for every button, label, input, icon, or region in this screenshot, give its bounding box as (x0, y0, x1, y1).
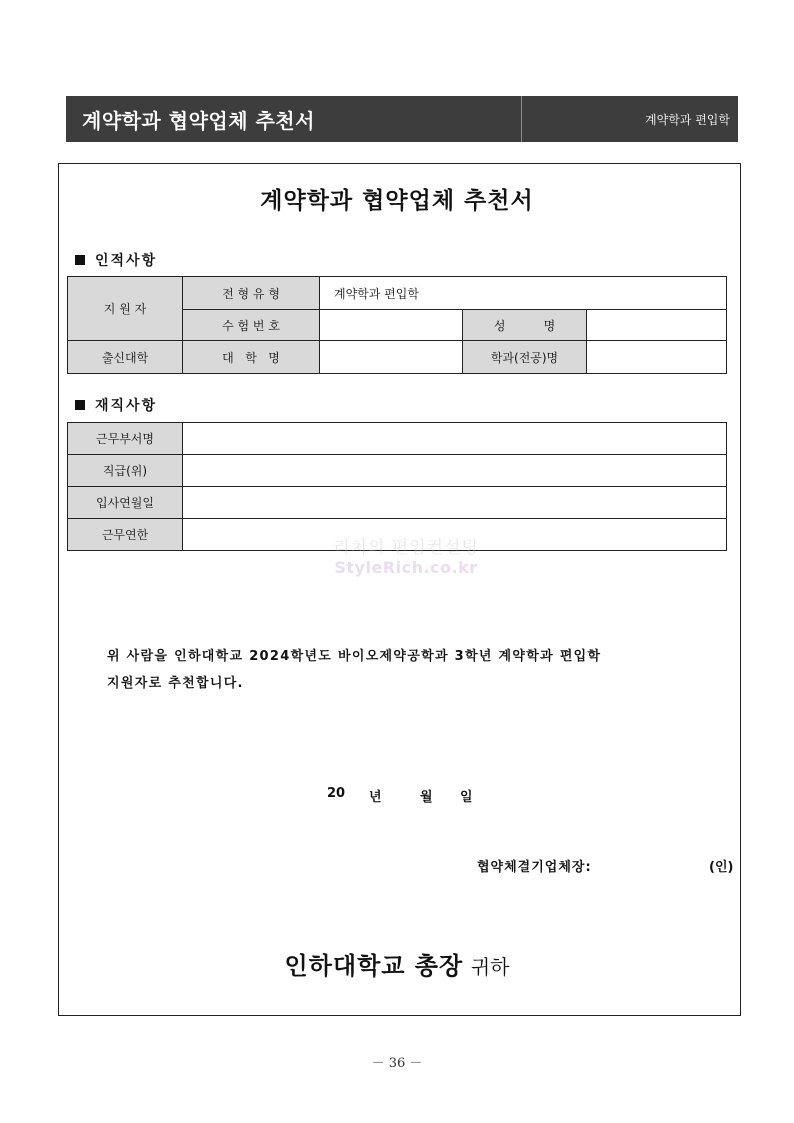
square-bullet-icon (75, 400, 85, 410)
exam-number-label: 수 험 번 호 (183, 310, 320, 341)
years-employed-field[interactable] (183, 519, 727, 551)
position-field[interactable] (183, 455, 727, 487)
personal-section-heading (75, 250, 157, 270)
exam-number-field[interactable] (320, 310, 463, 341)
name-field[interactable] (587, 310, 727, 341)
seal-mark: (인) (709, 860, 734, 875)
employment-info-table (67, 422, 727, 551)
square-bullet-icon (75, 255, 85, 265)
table-row (68, 277, 727, 310)
table-row (68, 519, 727, 551)
watermark-line2: StyleRich.co.kr (334, 558, 478, 577)
hire-date-field[interactable] (183, 487, 727, 519)
table-row (68, 455, 727, 487)
addressee (0, 946, 794, 981)
univ-name-label: 대 학 명 (183, 341, 320, 374)
header-title: 계약학과 협약업체 추천서 (66, 96, 522, 142)
addressee-main: 인하대학교 총장 (284, 952, 464, 980)
personal-section-label: 인적사항 (95, 253, 158, 269)
date-year-prefix: 20 (327, 786, 346, 801)
department-label: 학과(전공)명 (463, 341, 587, 374)
admission-type-field[interactable]: 계약학과 편입학 (320, 277, 727, 310)
position-label: 직급(위) (68, 455, 183, 487)
document-title: 계약학과 협약업체 추천서 (260, 188, 534, 214)
statement-line1: 위 사람을 인하대학교 2024학년도 바이오제약공학과 3학년 계약학과 편입학 (107, 649, 602, 664)
personal-info-table (67, 276, 727, 374)
watermark-line1: 리치의 편입컨설팅 (333, 538, 479, 558)
addressee-suffix: 귀하 (470, 955, 510, 979)
statement-line2: 지원자로 추천합니다. (107, 676, 244, 691)
name-label: 성 명 (463, 310, 587, 341)
univ-name-field[interactable] (320, 341, 463, 374)
recommendation-statement (107, 643, 707, 697)
years-employed-label: 근무연한 (68, 519, 183, 551)
admission-type-label: 전 형 유 형 (183, 277, 320, 310)
department-name-label: 근무부서명 (68, 423, 183, 455)
header-right-label: 계약학과 편입학 (645, 112, 730, 127)
header-bar (66, 96, 738, 142)
page-number: － 36 － (371, 1056, 423, 1071)
signer-label: 협약체결기업체장: (477, 860, 592, 875)
date-year-unit: 년 (369, 790, 382, 805)
date-day-unit: 일 (460, 790, 473, 805)
applicant-label: 지 원 자 (68, 277, 183, 341)
table-row (68, 487, 727, 519)
table-row (68, 423, 727, 455)
origin-univ-label: 출신대학 (68, 341, 183, 374)
table-row (68, 341, 727, 374)
date-month-unit: 월 (420, 790, 433, 805)
employment-section-label: 재직사항 (95, 398, 158, 414)
department-field[interactable] (587, 341, 727, 374)
hire-date-label: 입사연월일 (68, 487, 183, 519)
department-name-field[interactable] (183, 423, 727, 455)
employment-section-heading (75, 395, 157, 415)
